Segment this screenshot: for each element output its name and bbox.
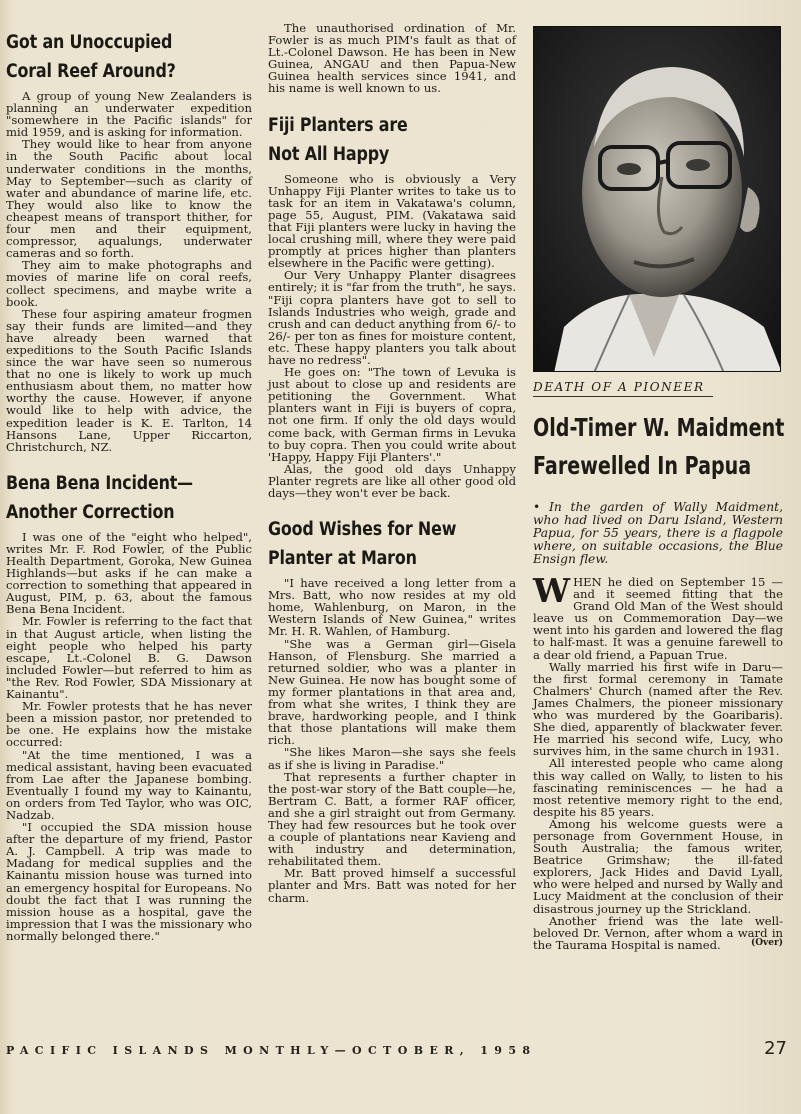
paragraph: Mr. Batt proved himself a successful planter and Mrs. Batt was noted for her charm. [268,866,516,905]
paragraph [533,915,783,951]
headline-line: Coral Reef Around? [6,61,176,82]
paragraph: Mr. Fowler is referring to the fact that in that August article, when listing the eight people who helped his party escape, Lt.-Colonel B. G. Dawson included Fowler—but referred to him as "the Rev. Rod Fowler, SDA Missionary at Kainantu". [6,614,252,702]
headline-line: Bena Bena Incident— [6,472,193,494]
portrait-photo [533,26,781,372]
paragraph: They aim to make photographs and movies of marine life on coral reefs, collect specimens, and maybe write a book. [6,258,252,309]
lead-paragraph [533,571,783,662]
headline-line: Got an Unoccupied [6,32,173,53]
lead-text: HEN he died on September 15 —and it seemed fitting that the Grand Old Man of the West should leave us on Commemoration Day—we went into his garden and lowered the flag to half-mast. It was a genuine farewell to a dear old friend, a Papuan True. [533,575,783,662]
drop-cap: W [533,571,571,610]
paragraph: "I have received a long letter from a Mrs. Batt, who now resides at my old home, Wahlenburg, on Maron, in the Western Islands of New Guinea," writes Mr. H. R. Wahlen, of Hamburg. [268,576,516,639]
headline-line: Another Correction [6,501,175,523]
photo-caption: DEATH OF A PIONEER [533,380,713,397]
headline-fiji-planters [268,111,515,169]
paragraph: Wally married his first wife in Daru—the first formal ceremony in Tamate Chalmers' Church (named after the Rev. James Chalmers, the pioneer missionary who was murdered by the Goaribaris). She died, apparently of blackwater fever. He married his second wife, Lucy, who survives him, in the same church in 1931. [533,659,783,759]
headline-line: Fiji Planters are [268,114,408,136]
standfirst: • In the garden of Wally Maidment, who had lived on Daru Island, Western Papua, for 55 years, there is a flagpole where, on suitable occasions, the Blue Ensign flew. [533,500,783,566]
paragraph: "She was a German girl—Gisela Hanson, of Flensburg. She married a returned soldier, who was a planter in New Guinea. He now has bought some of my former plantations in that area and, from what she writes, I think they are brave, hardworking people, and I think that those plantations will make them rich. [268,636,516,748]
headline-maidment [533,409,787,485]
paragraph: "I occupied the SDA mission house after the departure of my friend, Pastor A. J. Campbell. A trip was made to Madang for medical supplies and the Kainantu mission house was turned into an emergency hospital for Europeans. No doubt the fact that I was running the mission house as a hospital, gave the impression that I was the missionary who normally belonged there." [6,820,252,943]
column-3 [533,26,783,951]
paragraph: I was one of the "eight who helped", writes Mr. F. Rod Fowler, of the Public Health Department, Goroka, New Guinea Highlands—but asks if he can make a correction to something that appeared in August, PIM, p. 63, about the famous Bena Bena Incident. [6,529,252,617]
headline-line: Old-Timer W. Maidment [533,413,785,442]
headline-maron [268,515,515,573]
portrait-image [534,27,781,372]
headline-line: Not All Happy [268,143,390,165]
paragraph: Among his welcome guests were a personage from Government House, in South Australia; the famous writer, Beatrice Grimshaw; the ill-fated explorers, Jack Hides and David Lyall, who were helped and nursed by Wally and Lucy Maidment at the conclusion of their disastrous journey up the Strickland. [533,816,783,916]
headline-line: Good Wishes for New [268,519,457,541]
paragraph: "She likes Maron—she says she feels as if she is living in Paradise." [268,745,516,772]
paragraph-text: Another friend was the late well-beloved Dr. Vernon, after whom a ward in the Taurama Hospital is named. [533,913,783,952]
headline-line: Farewelled In Papua [533,451,752,480]
paragraph: Mr. Fowler protests that he has never been a mission pastor, nor pretended to be one. He explains how the mistake occurred: [6,699,252,750]
paragraph: All interested people who came along this way called on Wally, to listen to his fascinating reminiscences — he had a most retentive memory right to the end, despite his 85 years. [533,756,783,819]
paragraph: Alas, the good old days Unhappy Planter regrets are like all other good old days—they won't ever be back. [268,461,516,500]
paragraph: Someone who is obviously a Very Unhappy Fiji Planter writes to take us to task for an item in Vakatawa's column, page 55, August, PIM. (Vakatawa said that Fiji planters were lucky in having the local crushing mill, where they were paid promptly at prices higher than planters elsewhere in the Pacific were getting). [268,171,516,271]
headline-bena-bena [6,469,251,527]
masthead-footer: PACIFIC ISLANDS MONTHLY—OCTOBER, 1958 [6,1044,537,1057]
continued-marker: (Over) [750,937,783,948]
paragraph: The unauthorised ordination of Mr. Fowler is as much PIM's fault as that of Lt.-Colonel Dawson. He has been in New Guinea, ANGAU and then Papua-New Guinea health services since 1941, and his name is well known to us. [268,21,516,96]
paragraph: He goes on: "The town of Levuka is just about to close up and residents are petitioning the Government. What planters want in Fiji is buyers of copra, not one firm. If only the old days would come back, with German firms in Levuka to buy copra. Then you could write about 'Happy, Happy Fiji Planters'." [268,365,516,464]
column-2 [268,22,516,904]
paragraph: These four aspiring amateur frogmen say their funds are limited—and they have already been warned that expeditions to the South Pacific Islands since the war have seen so numerous that no one is likely to work up much enthusiasm about them, no matter how worthy the cause. However, if anyone would like to help with advice, the expedition leader is K. E. Tarlton, 14 Hansons Lane, Upper Riccarton, Christchurch, NZ. [6,306,252,454]
headline-line: Planter at Maron [268,548,417,570]
paragraph: Our Very Unhappy Planter disagrees entirely; it is "far from the truth", he says. "Fiji copra planters have got to sell to Islands Industries who weigh, grade and crush and can deduct anything from 6/- to 26/- per ton as fines for moisture content, etc. These happy planters you talk about have no redress". [268,268,517,367]
headline-coral-reef [6,28,251,86]
page-number: 27 [764,1038,787,1059]
column-1 [6,22,252,942]
paragraph: That represents a further chapter in the post-war story of the Batt couple—he, Bertram C. Batt, a former RAF officer, and she a girl straight out from Germany. They had few resources but he took over a couple of plantations near Kavieng and with industry and determination, rehabilitated them. [268,769,516,869]
paragraph: "At the time mentioned, I was a medical assistant, having been evacuated from Lae after the Japanese bombing. Eventually I found my way to Kainantu, on orders from Ted Taylor, who was OIC, Nadzab. [6,747,252,822]
paragraph: They would like to hear from anyone in the South Pacific about local underwater conditions in the months, May to September—such as clarity of water and abundance of marine life, etc. They would also like to know the cheapest means of transport thither, for four men and their equipment, compressor, aqualungs, underwater cameras and so forth. [6,137,252,261]
paragraph: A group of young New Zealanders is planning an underwater expedition "somewhere in the Pacific islands" for mid 1959, and is asking for information. [6,89,252,140]
